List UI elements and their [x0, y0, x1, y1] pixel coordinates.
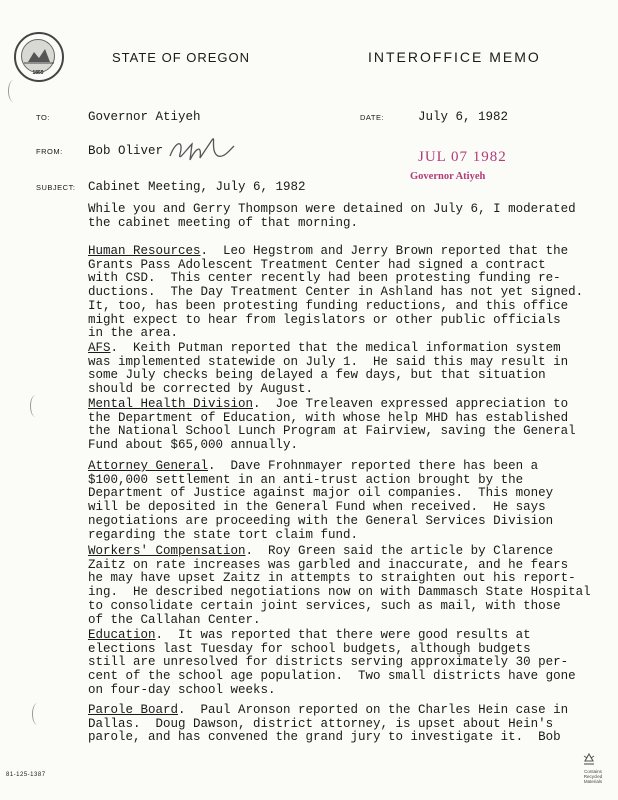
section-line: should be corrected by August. — [88, 382, 314, 397]
section-line: cent of the school age population. Two small districts have gone — [88, 669, 576, 684]
punch-hole-mark — [30, 395, 41, 417]
section-line: . Joe Treleaven expressed appreciation to — [253, 397, 569, 411]
section-line: on four-day school weeks. — [88, 682, 276, 697]
section-line: ing. He described negotiations now on with Dammasch State Hospital — [88, 585, 591, 600]
section-line: ductions. The Day Treatment Center in Ashland has not yet signed. — [88, 285, 584, 300]
subject-label: SUBJECT: — [36, 183, 76, 192]
seal-year: 1859 — [32, 70, 44, 76]
section-line: the National School Lunch Program at Fairview, saving the General — [88, 424, 576, 439]
section-line: $100,000 settlement in an anti-trust action brought by the — [88, 472, 524, 487]
section-line: might expect to hear from legislators or other public officials — [88, 312, 561, 327]
section-heading: Education — [88, 628, 156, 642]
section-line: . It was reported that there were good results at — [155, 628, 531, 642]
received-stamp-name: Governor Atiyeh — [410, 171, 486, 182]
section-heading: Mental Health Division — [88, 397, 254, 411]
handwritten-initials — [166, 132, 236, 166]
section-afs — [88, 342, 600, 397]
intro-line: While you and Gerry Thompson were detained on July 6, I moderated — [88, 202, 576, 216]
intro-line: the cabinet meeting of that morning. — [88, 215, 359, 230]
section-line: still are unresolved for districts serving approximately 30 per- — [88, 655, 569, 670]
section-line: with CSD. This center recently had been protesting funding re- — [88, 271, 561, 286]
section-line: . Dave Frohnmayer reported there has been a — [208, 459, 539, 473]
section-line: Department of Justice against major oil companies. This money — [88, 486, 554, 501]
state-seal — [14, 32, 64, 82]
section-human-resources — [88, 245, 600, 341]
section-line: parole, and has convened the grand jury to investigate it. Bob — [88, 730, 561, 745]
section-heading: Parole Board — [88, 703, 179, 717]
section-line: Zaitz on rate increases was garbled and inaccurate, and he fears — [88, 557, 569, 572]
received-stamp-date: JUL 07 1982 — [418, 149, 507, 165]
section-line: negotiations are proceeding with the General Services Division — [88, 513, 554, 528]
section-line: the Department of Education, with whose help MHD has established — [88, 410, 569, 425]
section-line: elections last Tuesday for school budgets, although budgets — [88, 641, 531, 656]
date-value: July 6, 1982 — [418, 110, 509, 124]
section-line: Grants Pass Adolescent Treatment Center had signed a contract — [88, 257, 546, 272]
section-line: Dallas. Doug Dawson, district attorney, is upset about Hein's — [88, 716, 554, 731]
agency-name: STATE OF OREGON — [112, 50, 251, 65]
section-heading: AFS — [88, 341, 111, 355]
section-heading: Workers' Compensation — [88, 544, 246, 558]
section-line: Fund about $65,000 annually. — [88, 438, 299, 453]
section-line: regarding the state tort claim fund. — [88, 527, 359, 542]
punch-hole-mark — [32, 703, 43, 725]
form-number: 81-125-1387 — [6, 772, 46, 778]
section-heading: Attorney General — [88, 459, 209, 473]
section-line: . Paul Aronson reported on the Charles Hein case in — [178, 703, 569, 717]
section-line: . Roy Green said the article by Clarence — [245, 544, 554, 558]
section-line: was implemented statewide on July 1. He said this may result in — [88, 354, 569, 369]
section-heading: Human Resources — [88, 244, 201, 258]
section-mental-health — [88, 398, 600, 453]
section-line: . Leo Hegstrom and Jerry Brown reported that the — [200, 244, 569, 258]
section-line: he may have upset Zaitz in attempts to straighten out his report- — [88, 571, 576, 586]
section-workers-compensation — [88, 545, 600, 627]
memo-type: INTEROFFICE MEMO — [368, 49, 541, 65]
to-value: Governor Atiyeh — [88, 110, 201, 124]
punch-hole-mark — [8, 80, 19, 102]
section-parole-board — [88, 704, 600, 745]
recycle-note: Contains Recycled Materials — [583, 769, 603, 784]
section-line: of the Callahan Center. — [88, 612, 261, 627]
section-education — [88, 629, 600, 698]
from-value: Bob Oliver — [88, 144, 164, 158]
section-line: It, too, has been protesting funding reductions, and this office — [88, 298, 569, 313]
section-line: . Keith Putman reported that the medical information system — [110, 341, 561, 355]
intro-paragraph — [88, 203, 600, 230]
section-line: in the area. — [88, 326, 179, 341]
section-attorney-general — [88, 460, 600, 542]
from-label: FROM: — [36, 147, 63, 156]
date-label: DATE: — [360, 113, 385, 122]
recycle-icon — [580, 752, 598, 768]
section-line: to consolidate certain joint services, such as mail, with those — [88, 598, 561, 613]
section-line: some July checks being delayed a few days, but that situation — [88, 368, 546, 383]
subject-value: Cabinet Meeting, July 6, 1982 — [88, 180, 306, 194]
section-line: will be deposited in the General Fund when received. He says — [88, 500, 546, 515]
to-label: TO: — [36, 113, 50, 122]
